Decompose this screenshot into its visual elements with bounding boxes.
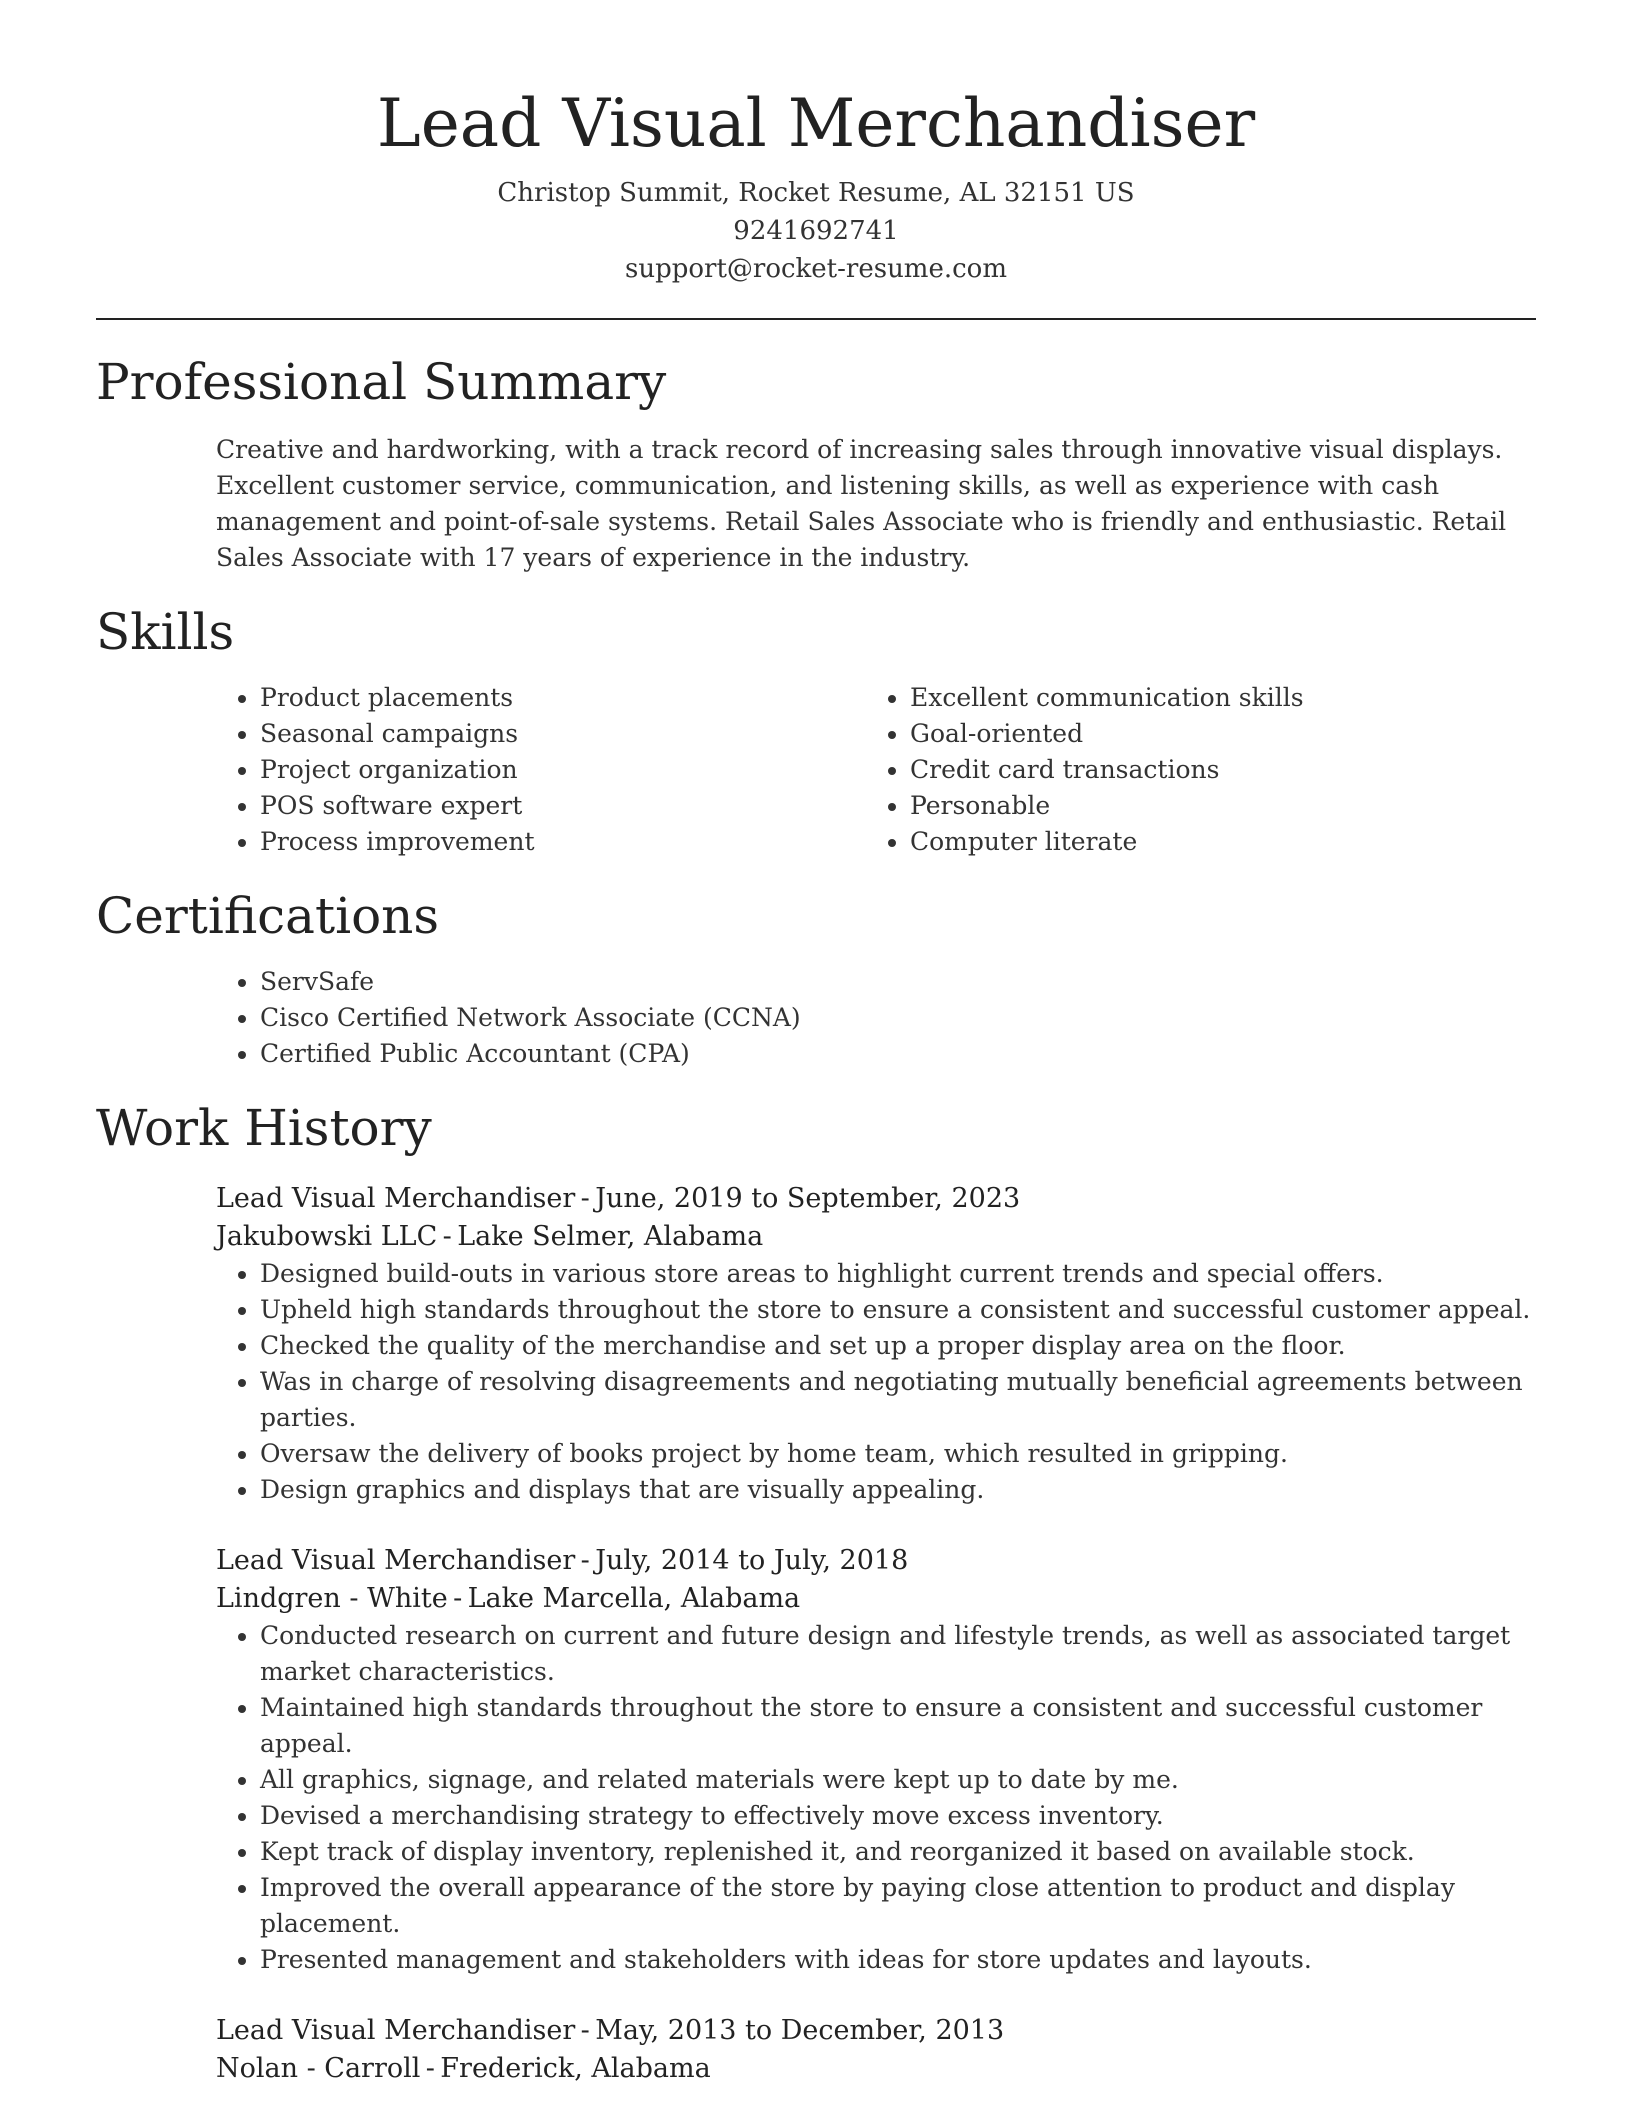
job-title-line xyxy=(216,2012,1536,2050)
job-bullets xyxy=(216,1618,1536,1978)
list-item: • Presented management and stakeholders with ideas for store updates and layouts. xyxy=(260,1942,1536,1978)
job-title: Lead Visual Merchandiser xyxy=(216,2015,576,2046)
job-company-line xyxy=(216,2050,1536,2088)
certifications-section xyxy=(96,886,1536,1072)
job-company-line xyxy=(216,1218,1536,1256)
job-entry xyxy=(216,2012,1536,2088)
skills-column-right xyxy=(866,680,1516,860)
summary-text: Creative and hardworking, with a track record of increasing sales through innovative visual displays. Excellent customer service, communication, and listening skills, as well as experience with cash management and point-of-sale systems. Retail Sales Associate who is friendly and enthusiastic. Retail Sales Associate with 17 years of experience in the industry. xyxy=(216,435,1507,572)
separator: - xyxy=(580,1183,590,1214)
job-title-line xyxy=(216,1180,1536,1218)
skills-list-right xyxy=(866,680,1516,860)
job-dates: May, 2013 to December, 2013 xyxy=(595,2015,1005,2046)
list-item: • POS software expert xyxy=(260,788,866,824)
job-company: Nolan - Carroll xyxy=(216,2053,421,2084)
list-item: • Excellent communication skills xyxy=(910,680,1516,716)
list-item: • Project organization xyxy=(260,752,866,788)
list-item: • Computer literate xyxy=(910,824,1516,860)
skills-section xyxy=(96,602,1536,860)
skills-column-left xyxy=(216,680,866,860)
list-item: • Design graphics and displays that are visually appealing. xyxy=(260,1472,1536,1508)
job-location: Lake Marcella, Alabama xyxy=(467,1583,801,1614)
list-item: • Oversaw the delivery of books project by home team, which resulted in gripping. xyxy=(260,1436,1536,1472)
job-title-line xyxy=(216,1542,1536,1580)
list-item: • Was in charge of resolving disagreements and negotiating mutually beneficial agreements between parties. xyxy=(260,1364,1536,1436)
contact-block xyxy=(96,174,1536,288)
job-company: Lindgren - White xyxy=(216,1583,448,1614)
contact-phone: 9241692741 xyxy=(733,216,899,246)
job-entry xyxy=(216,1180,1536,1508)
certifications-list-wrap xyxy=(216,964,1536,1072)
separator: - xyxy=(425,2053,435,2084)
job-company: Jakubowski LLC xyxy=(216,1221,438,1252)
list-item: • Kept track of display inventory, replenished it, and reorganized it based on available stock. xyxy=(260,1834,1536,1870)
work-history-heading: Work History xyxy=(96,1099,432,1157)
list-item: • Cisco Certified Network Associate (CCNA) xyxy=(260,1000,1536,1036)
list-item: • Certified Public Accountant (CPA) xyxy=(260,1036,1536,1072)
list-item: • Personable xyxy=(910,788,1516,824)
job-bullets xyxy=(216,1256,1536,1508)
list-item: • Designed build-outs in various store areas to highlight current trends and special offers. xyxy=(260,1256,1536,1292)
header-divider xyxy=(96,318,1536,320)
separator: - xyxy=(580,1545,590,1576)
skills-list-left xyxy=(216,680,866,860)
skills-grid xyxy=(216,680,1536,860)
separator: - xyxy=(453,1583,463,1614)
resume-header xyxy=(96,0,1536,288)
list-item: • Improved the overall appearance of the store by paying close attention to product and display placement. xyxy=(260,1870,1536,1942)
summary-heading: Professional Summary xyxy=(96,353,667,411)
list-item: • Maintained high standards throughout the store to ensure a consistent and successful customer appeal. xyxy=(260,1690,1536,1762)
list-item: • Seasonal campaigns xyxy=(260,716,866,752)
list-item: • Upheld high standards throughout the store to ensure a consistent and successful customer appeal. xyxy=(260,1292,1536,1328)
list-item: • Process improvement xyxy=(260,824,866,860)
job-title: Lead Visual Merchandiser xyxy=(216,1545,576,1576)
certifications-heading: Certifications xyxy=(96,887,440,945)
list-item: • Checked the quality of the merchandise and set up a proper display area on the floor. xyxy=(260,1328,1536,1364)
list-item: • Product placements xyxy=(260,680,866,716)
list-item: • Credit card transactions xyxy=(910,752,1516,788)
list-item: • ServSafe xyxy=(260,964,1536,1000)
separator: - xyxy=(580,2015,590,2046)
contact-email: support@rocket-resume.com xyxy=(624,254,1007,284)
job-dates: July, 2014 to July, 2018 xyxy=(595,1545,909,1576)
job-company-line xyxy=(216,1580,1536,1618)
separator: - xyxy=(442,1221,452,1252)
resume-page xyxy=(96,0,1536,2088)
list-item: • All graphics, signage, and related materials were kept up to date by me. xyxy=(260,1762,1536,1798)
job-entry xyxy=(216,1542,1536,1978)
skills-heading: Skills xyxy=(96,603,235,661)
certifications-list xyxy=(216,964,1536,1072)
job-title: Lead Visual Merchandiser xyxy=(216,1183,576,1214)
list-item: • Devised a merchandising strategy to effectively move excess inventory. xyxy=(260,1798,1536,1834)
job-dates: June, 2019 to September, 2023 xyxy=(595,1183,1021,1214)
list-item: • Conducted research on current and future design and lifestyle trends, as well as associated target market characteristics. xyxy=(260,1618,1536,1690)
job-location: Frederick, Alabama xyxy=(440,2053,711,2084)
list-item: • Goal-oriented xyxy=(910,716,1516,752)
job-location: Lake Selmer, Alabama xyxy=(457,1221,764,1252)
summary-section xyxy=(96,352,1536,576)
work-history-section xyxy=(96,1098,1536,2088)
contact-address: Christop Summit, Rocket Resume, AL 32151 US xyxy=(497,178,1135,208)
candidate-name: Lead Visual Merchandiser xyxy=(376,85,1256,162)
